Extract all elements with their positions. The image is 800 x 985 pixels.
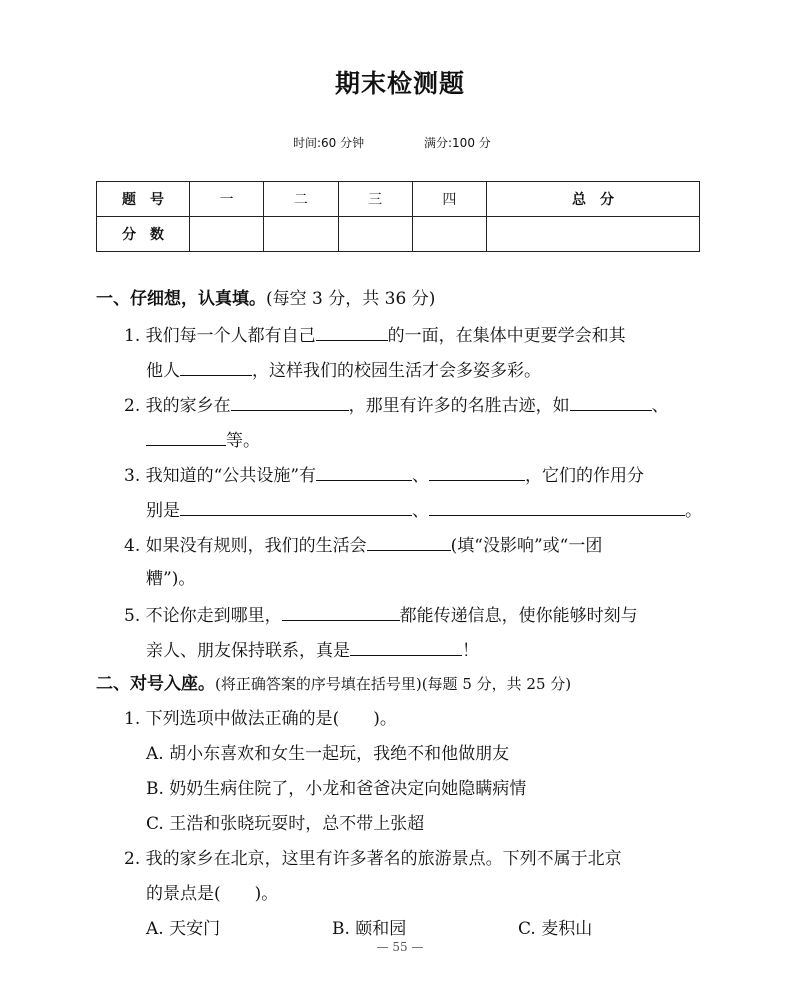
page-title: 期末检测题 [334, 69, 465, 98]
page-number: — 55 — [376, 940, 424, 954]
q5-line-2 [146, 637, 479, 663]
section-2-title: 二、对号入座。 [96, 674, 215, 694]
q1-line-2 [146, 357, 541, 383]
section-1-note: (每空 3 分，共 36 分) [266, 289, 436, 309]
answer-blank[interactable] [570, 392, 652, 411]
q5-text: 亲人、朋友保持联系，真是 [146, 641, 350, 661]
q3-line-2 [146, 497, 702, 523]
q3-text: 别是 [146, 501, 180, 521]
section-1-title: 一、仔细想，认真填。 [96, 289, 266, 309]
s2-q2-option-b: B. 颐和园 [332, 919, 407, 939]
answer-blank[interactable] [367, 532, 451, 551]
exam-time: 时间:60 分钟 [293, 136, 365, 150]
q4-line-1 [124, 532, 602, 558]
answer-blank[interactable] [180, 497, 412, 516]
q3-line-1 [124, 462, 644, 488]
s2-q1-option-c: C. 王浩和张晓玩耍时，总不带上张超 [146, 814, 425, 834]
answer-blank[interactable] [231, 392, 349, 411]
s2-q1-option-a: A. 胡小东喜欢和女生一起玩，我绝不和他做朋友 [146, 744, 510, 764]
section-2-note: (将正确答案的序号填在括号里)(每题 5 分，共 25 分) [215, 675, 572, 693]
q2-text: 等。 [226, 431, 260, 451]
score-table-row-label: 分 数 [97, 217, 190, 252]
score-table-col: 二 [264, 182, 338, 217]
q2-text: 、 [651, 396, 669, 416]
q4-text: 糟”)。 [146, 569, 196, 589]
s2-q2-stem-line-1: 2. 我的家乡在北京，这里有许多著名的旅游景点。下列不属于北京 [124, 849, 622, 869]
answer-blank[interactable] [146, 427, 226, 446]
exam-full-score: 满分:100 分 [424, 136, 491, 150]
q5-text: 都能传递信息，使你能够时刻与 [399, 606, 638, 626]
score-cell[interactable] [487, 217, 700, 252]
score-table-score-row [97, 217, 700, 252]
q5-line-1 [124, 602, 638, 628]
q2-line-1 [124, 392, 669, 418]
score-cell[interactable] [264, 217, 338, 252]
score-cell[interactable] [338, 217, 412, 252]
q3-text: 。 [685, 501, 702, 521]
score-table-col: 总 分 [487, 182, 700, 217]
answer-blank[interactable] [180, 357, 252, 376]
answer-blank[interactable] [316, 322, 388, 341]
score-table-header-row [97, 182, 700, 217]
q5-text: 5. 不论你走到哪里， [124, 606, 282, 626]
s2-q2-stem-line-2: 的景点是( )。 [146, 884, 279, 904]
q1-text: 的一面，在集体中更要学会和其 [387, 326, 626, 346]
q2-text: 2. 我的家乡在 [124, 396, 231, 416]
q4-text: (填“没影响”或“一团 [450, 536, 603, 556]
q2-line-2 [146, 427, 260, 453]
answer-blank[interactable] [429, 462, 525, 481]
score-cell[interactable] [190, 217, 264, 252]
q3-text: 、 [412, 466, 430, 486]
answer-blank[interactable] [350, 637, 462, 656]
score-cell[interactable] [412, 217, 486, 252]
score-table-col: 三 [338, 182, 412, 217]
section-1-heading [96, 287, 435, 311]
answer-blank[interactable] [429, 497, 685, 516]
q3-text: ，它们的作用分 [525, 466, 645, 486]
q1-text: 1. 我们每一个人都有自己 [124, 326, 316, 346]
q4-line-2 [146, 567, 195, 591]
s2-q2-option-a: A. 天安门 [146, 919, 221, 939]
score-table-col: 一 [190, 182, 264, 217]
q3-text: 、 [412, 501, 429, 521]
s2-q1-option-b: B. 奶奶生病住院了，小龙和爸爸决定向她隐瞒病情 [146, 779, 527, 799]
q4-text: 4. 如果没有规则，我们的生活会 [124, 536, 367, 556]
section-2-heading [96, 672, 571, 696]
score-table [96, 181, 700, 252]
q2-text: ，那里有许多的名胜古迹，如 [348, 396, 570, 416]
q5-text: ！ [462, 641, 479, 661]
s2-q2-option-c: C. 麦积山 [518, 919, 593, 939]
score-table-col: 四 [412, 182, 486, 217]
answer-blank[interactable] [316, 462, 412, 481]
score-table-header-label: 题 号 [97, 182, 190, 217]
answer-blank[interactable] [282, 602, 400, 621]
q1-text: 他人 [146, 361, 180, 381]
q1-line-1 [124, 322, 626, 348]
s2-q1-stem: 1. 下列选项中做法正确的是( )。 [124, 709, 397, 729]
q3-text: 3. 我知道的“公共设施”有 [124, 466, 317, 486]
q1-text: ，这样我们的校园生活才会多姿多彩。 [252, 361, 541, 381]
